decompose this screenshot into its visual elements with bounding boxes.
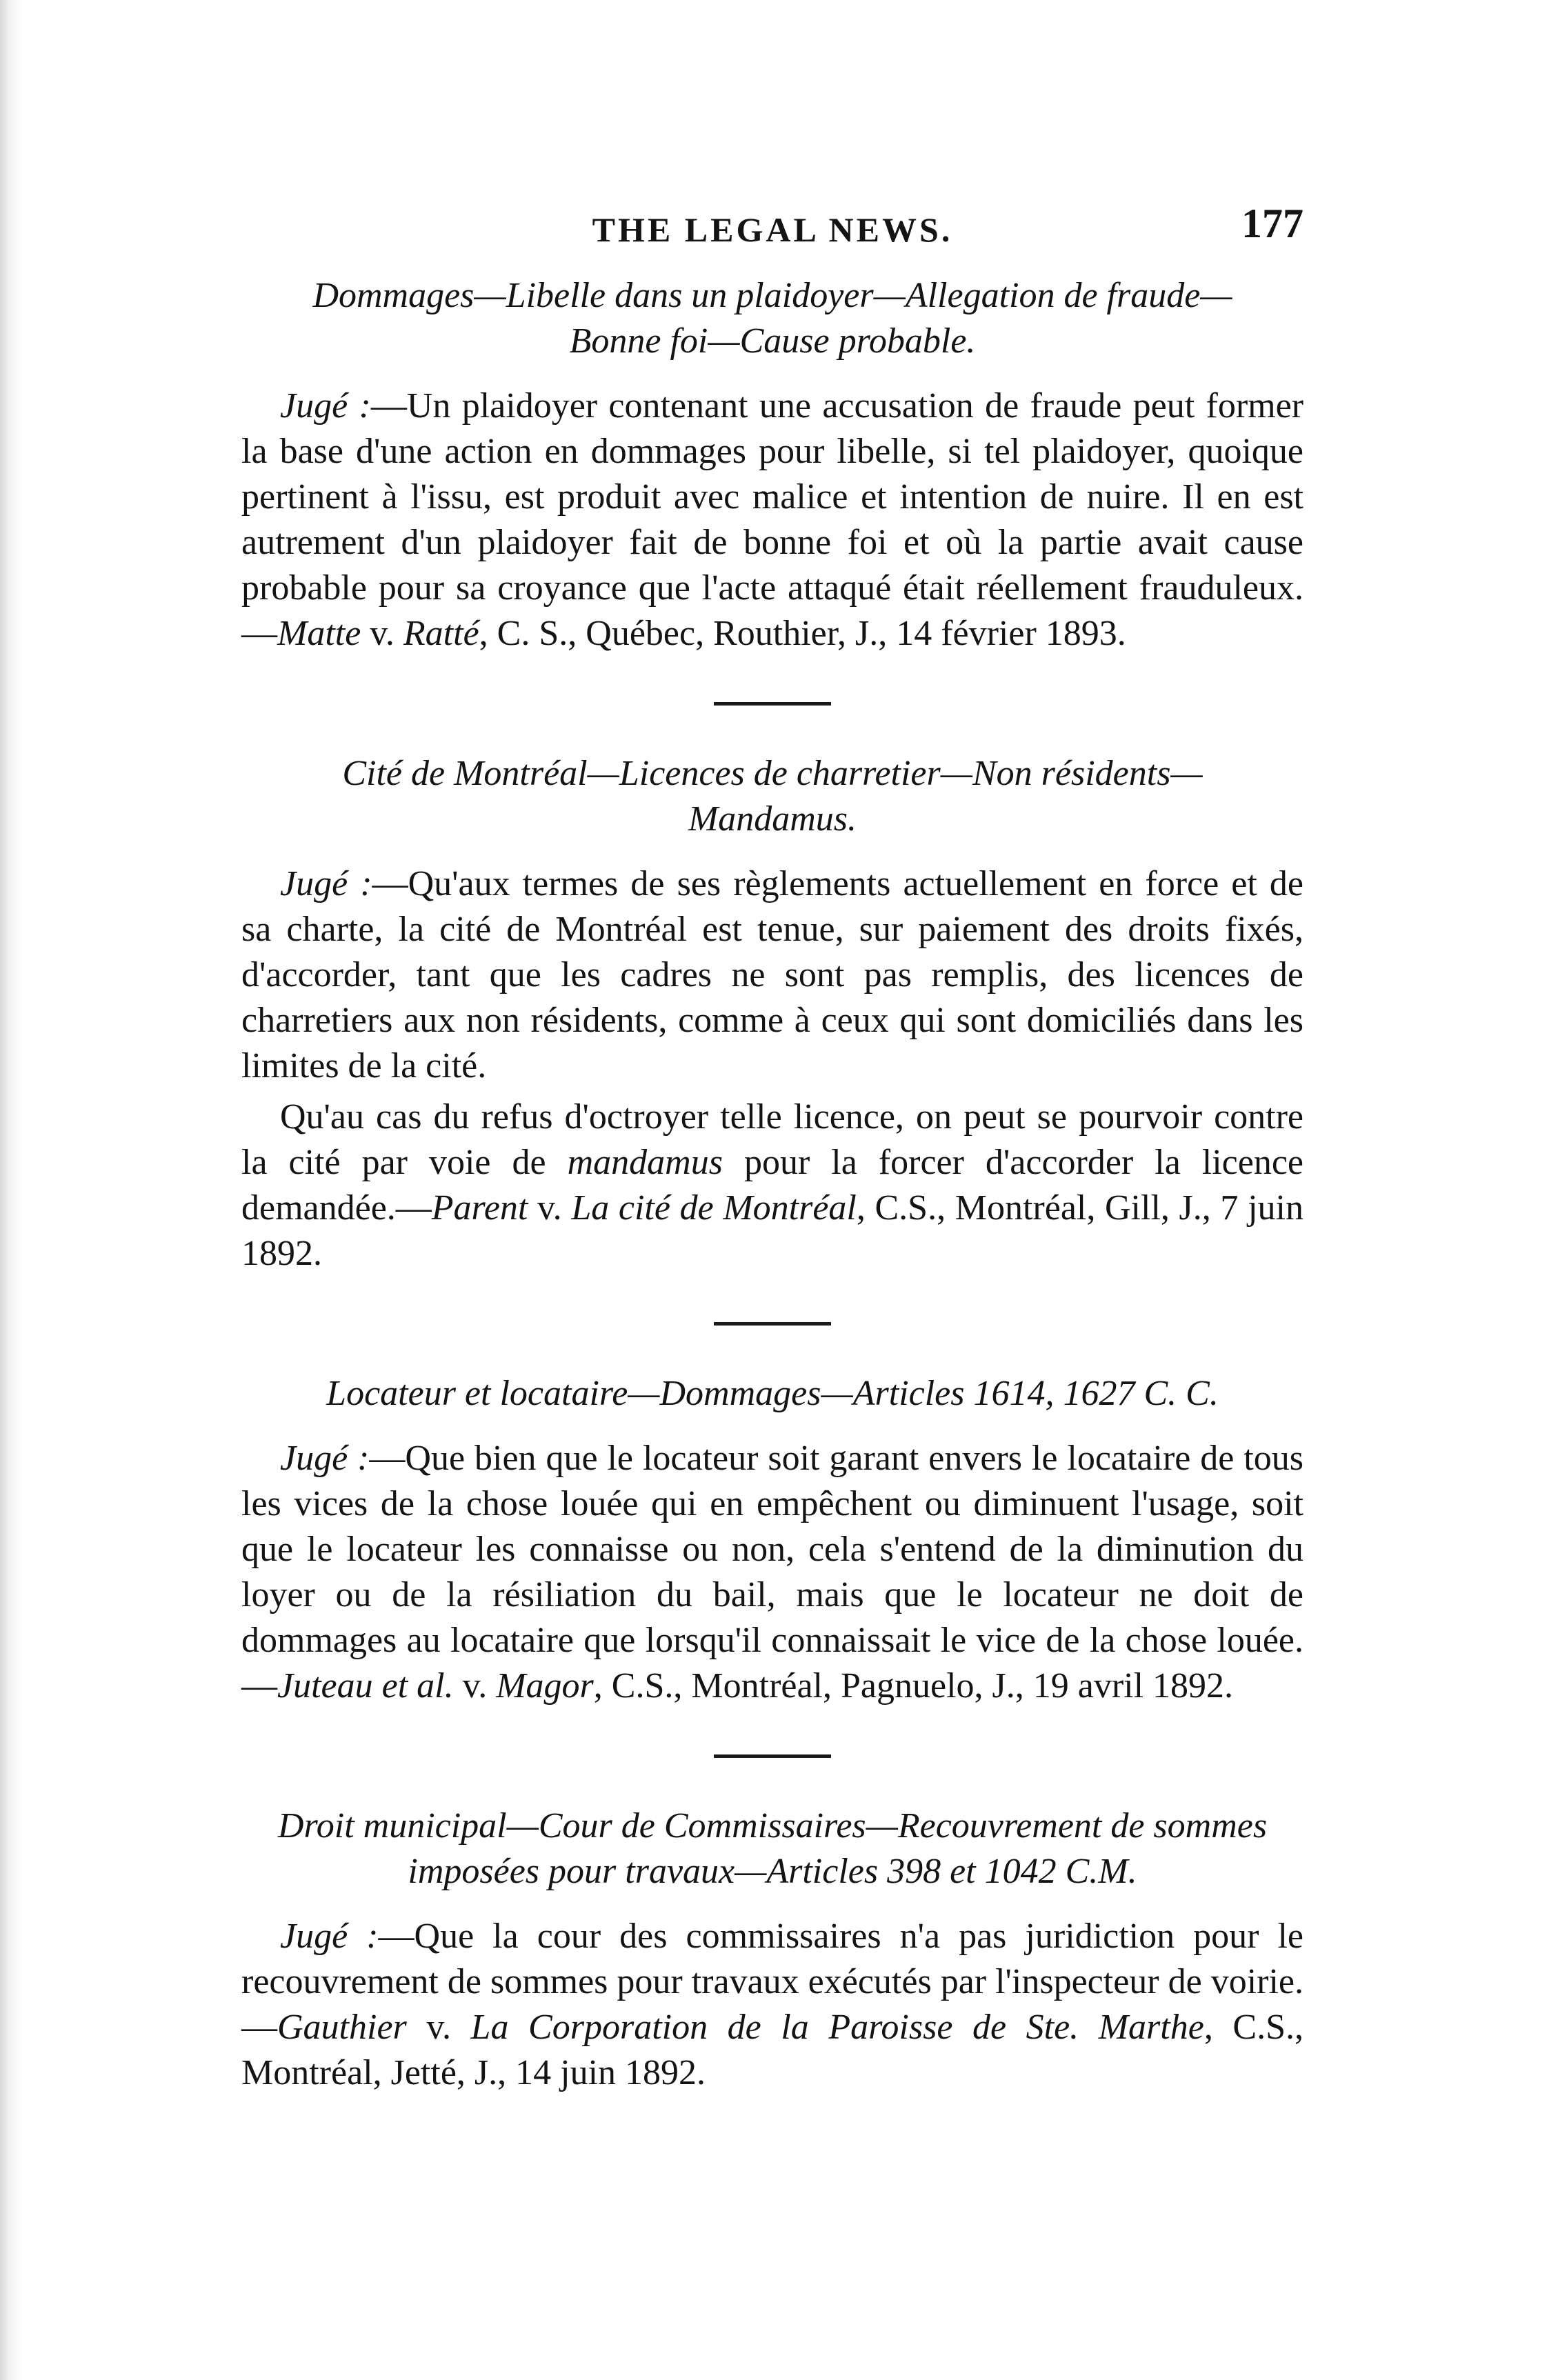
juge-label: Jugé : xyxy=(280,1439,370,1478)
section-divider xyxy=(714,1754,831,1758)
juge-label: Jugé : xyxy=(280,386,371,426)
section-divider xyxy=(714,1322,831,1326)
entry-heading-line: Bonne foi—Cause probable. xyxy=(569,321,976,361)
paragraph-text: —Que la cour des commissaires n'a pas juridiction pour le recouvrement de sommes pour travaux exécutés par l'inspecteur de voirie.— xyxy=(241,1917,1304,2047)
entry-paragraph xyxy=(241,1094,1304,1277)
case-party-b: La cité de Montréal xyxy=(571,1188,857,1228)
citation: , C.S., Montréal, Jetté, J., 14 juin 1892. xyxy=(241,2008,1304,2092)
entry-heading-line: Mandamus. xyxy=(688,799,857,839)
juge-label: Jugé : xyxy=(280,1917,379,1956)
entry-paragraph xyxy=(241,861,1304,1089)
entry-paragraph xyxy=(241,1914,1304,2096)
versus: v. xyxy=(361,614,403,653)
entry-heading-line: Locateur et locataire—Dommages—Articles 1614, 1627 C. C. xyxy=(326,1374,1219,1413)
versus: v. xyxy=(528,1188,572,1228)
entry-heading-line: imposées pour travaux—Articles 398 et 1042 C.M. xyxy=(408,1852,1137,1891)
juge-label: Jugé : xyxy=(280,864,372,903)
running-title: THE LEGAL NEWS. xyxy=(592,210,953,249)
case-party-b: Ratté xyxy=(403,614,479,653)
case-party-b: Magor xyxy=(496,1666,594,1706)
mandamus-term: mandamus xyxy=(567,1143,723,1182)
entry-heading-line: Dommages—Libelle dans un plaidoyer—Allegation de fraude— xyxy=(312,276,1232,315)
case-party-b: La Corporation de la Paroisse de Ste. Marthe xyxy=(470,2008,1204,2047)
entry-paragraph xyxy=(241,1436,1304,1709)
versus: v. xyxy=(453,1666,497,1706)
paragraph-text: —Un plaidoyer contenant une accusation de fraude peut former la base d'une action en dommages pour libelle, si tel plaidoyer, quoique pertinent à l'issu, est produit avec malice et intention de nuire. Il en est autrement d'un plaidoyer fait de bonne foi et où la partie avait cause probable pour sa croyance que l'acte attaqué était réellement frauduleux.— xyxy=(241,386,1304,653)
entry-heading xyxy=(269,1371,1276,1417)
running-head xyxy=(241,200,1304,255)
citation: , C. S., Québec, Routhier, J., 14 février 1893. xyxy=(479,614,1126,653)
scan-edge xyxy=(0,0,23,2380)
case-party-a: Parent xyxy=(431,1188,528,1228)
entry-heading-line: Droit municipal—Cour de Commissaires—Recouvrement de sommes xyxy=(277,1806,1268,1846)
section-divider xyxy=(714,702,831,706)
case-party-a: Juteau et al. xyxy=(277,1666,454,1706)
entry-heading-line: Cité de Montréal—Licences de charretier—Non résidents— xyxy=(342,754,1203,793)
entry-heading xyxy=(269,273,1276,364)
paragraph-text: —Que bien que le locateur soit garant envers le locataire de tous les vices de la chose louée qui en empêchent ou diminuent l'usage, soit que le locateur les connaisse ou non, cela s'entend de la diminution du loyer ou de la résiliation du bail, mais que le locateur ne doit de dommages au locataire que lorsqu'il connaissait le vice de la chose louée.— xyxy=(241,1439,1304,1706)
paragraph-text: pour la forcer d'accorder la licence demandée.— xyxy=(241,1143,1304,1228)
citation: , C.S., Montréal, Pagnuelo, J., 19 avril 1892. xyxy=(593,1666,1234,1706)
case-party-a: Gauthier xyxy=(277,2008,407,2047)
paragraph-text: Qu'au cas du refus d'octroyer telle licence, on peut se pourvoir contre la cité par voie de xyxy=(241,1097,1304,1182)
entry-heading xyxy=(269,1803,1276,1894)
page xyxy=(241,200,1304,2096)
case-party-a: Matte xyxy=(277,614,361,653)
paragraph-text: —Qu'aux termes de ses règlements actuellement en force et de sa charte, la cité de Montréal est tenue, sur paiement des droits fixés, d'accorder, tant que les cadres ne sont pas remplis, des licences de charretiers aux non résidents, comme à ceux qui sont domiciliés dans les limites de la cité. xyxy=(241,864,1304,1086)
page-number: 177 xyxy=(1241,201,1304,246)
versus: v. xyxy=(406,2008,471,2047)
entry-heading xyxy=(269,751,1276,842)
citation: , C.S., Montréal, Gill, J., 7 juin 1892. xyxy=(241,1188,1304,1273)
entry-paragraph xyxy=(241,383,1304,657)
